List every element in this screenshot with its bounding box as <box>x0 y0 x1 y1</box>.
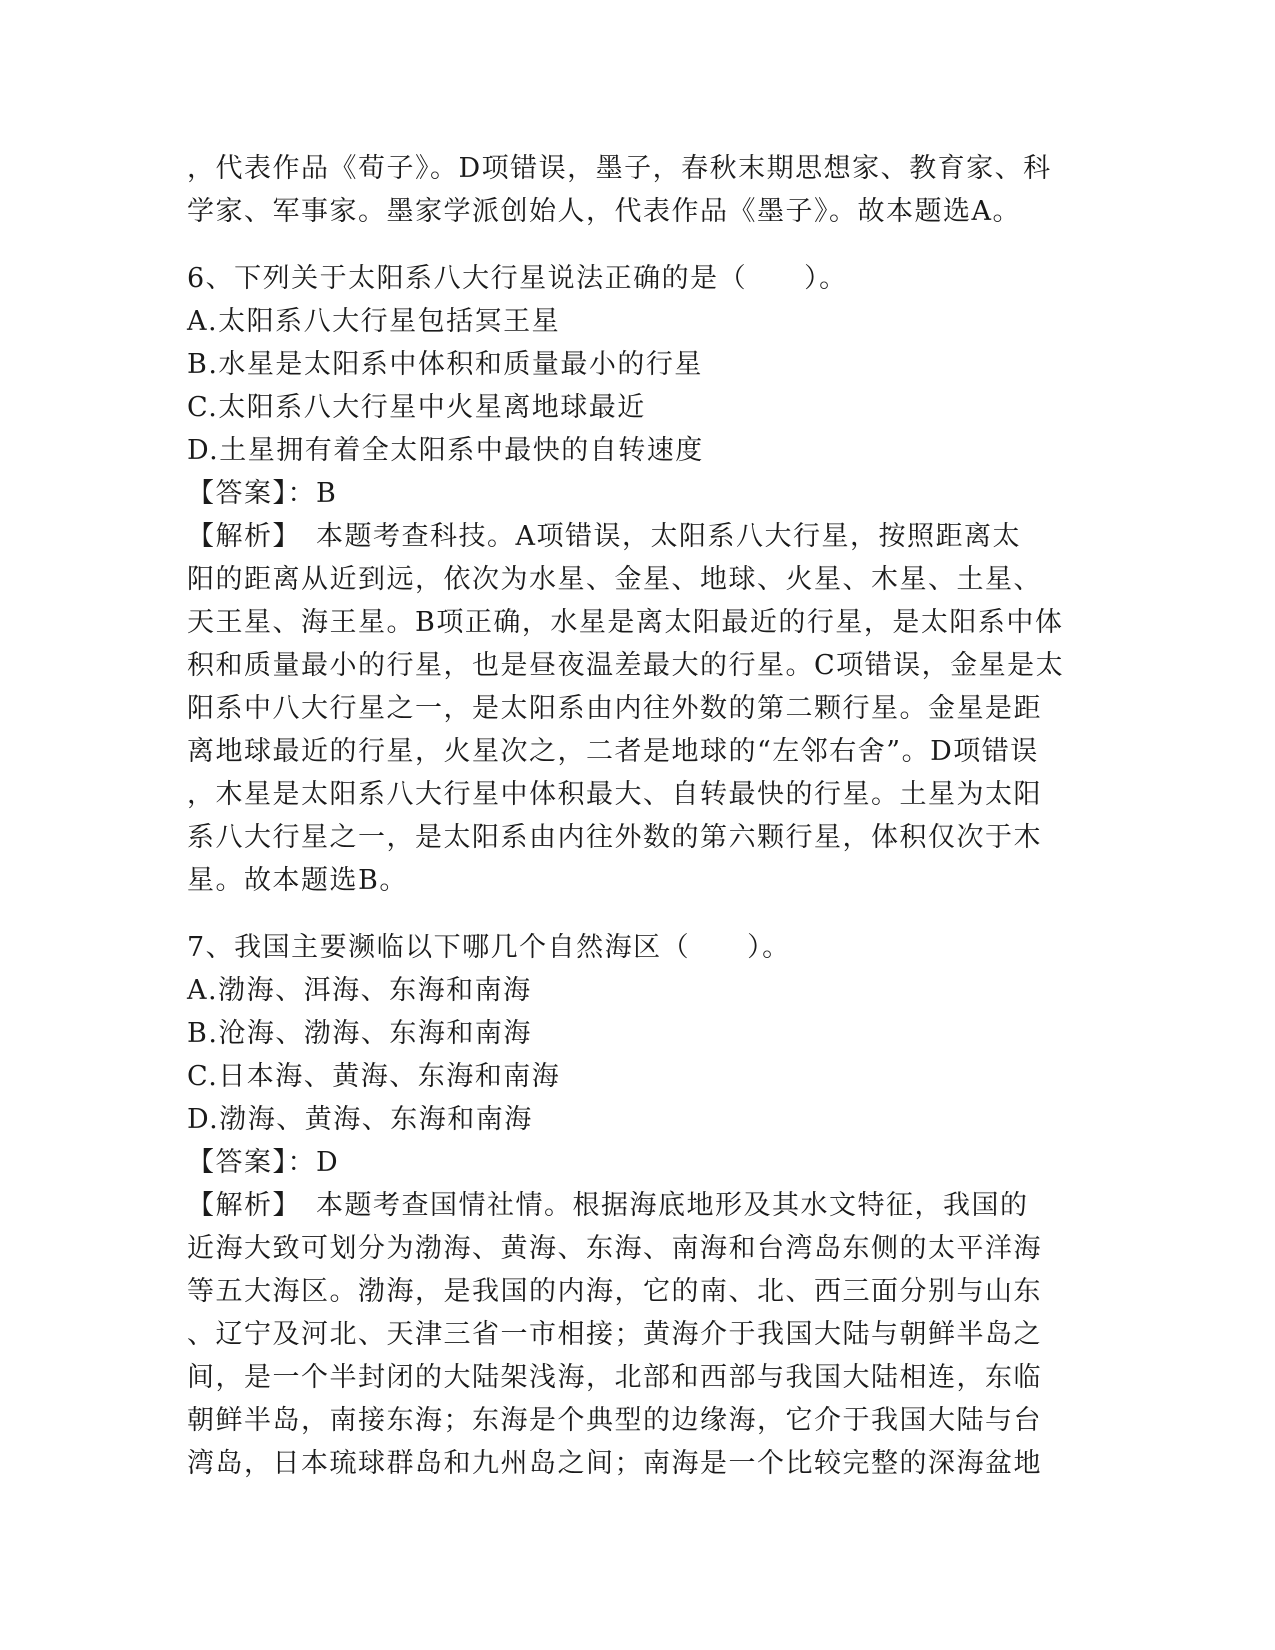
text-line: 湾岛，日本琉球群岛和九州岛之间；南海是一个比较完整的深海盆地 <box>187 1448 1042 1479</box>
question-6 <box>187 257 1087 902</box>
text-line: 间，是一个半封闭的大陆架浅海，北部和西部与我国大陆相连，东临 <box>187 1362 1042 1393</box>
question-stem: 7、我国主要濒临以下哪几个自然海区（ ）。 <box>187 932 791 963</box>
text-line: 近海大致可划分为渤海、黄海、东海、南海和台湾岛东侧的太平洋海 <box>187 1233 1042 1264</box>
text-line: 【解析】 本题考查国情社情。根据海底地形及其水文特征，我国的 <box>187 1190 1029 1221</box>
option-d: D.渤海、黄海、东海和南海 <box>187 1104 533 1135</box>
answer-line: 【答案】：B <box>187 478 338 509</box>
text-line: 星。故本题选B。 <box>187 865 408 896</box>
option-a: A.渤海、洱海、东海和南海 <box>187 975 532 1006</box>
text-line: 阳的距离从近到远，依次为水星、金星、地球、火星、木星、土星、 <box>187 564 1042 595</box>
text-line: 【解析】 本题考查科技。A项错误，太阳系八大行星，按照距离太 <box>187 521 1021 552</box>
option-b: B.沧海、渤海、东海和南海 <box>187 1018 532 1049</box>
document-page <box>187 147 1087 1485</box>
text-line: 积和质量最小的行星，也是昼夜温差最大的行星。C项错误，金星是太 <box>187 650 1065 681</box>
option-a: A.太阳系八大行星包括冥王星 <box>187 306 561 337</box>
answer-line: 【答案】：D <box>187 1147 340 1178</box>
question-7 <box>187 926 1087 1485</box>
text-line: 系八大行星之一，是太阳系由内往外数的第六颗行星，体积仅次于木 <box>187 822 1042 853</box>
option-c: C.日本海、黄海、东海和南海 <box>187 1061 561 1092</box>
text-line: 学家、军事家。墨家学派创始人，代表作品《墨子》。故本题选A。 <box>187 196 1021 227</box>
option-b: B.水星是太阳系中体积和质量最小的行星 <box>187 349 703 380</box>
text-line: ，代表作品《荀子》。D项错误，墨子，春秋末期思想家、教育家、科 <box>187 153 1052 184</box>
text-line: 等五大海区。渤海，是我国的内海，它的南、北、西三面分别与山东 <box>187 1276 1042 1307</box>
text-line: ，木星是太阳系八大行星中体积最大、自转最快的行星。土星为太阳 <box>187 779 1042 810</box>
text-line: 阳系中八大行星之一，是太阳系由内往外数的第二颗行星。金星是距 <box>187 693 1042 724</box>
previous-explanation <box>187 147 1087 233</box>
text-line: 朝鲜半岛，南接东海；东海是个典型的边缘海，它介于我国大陆与台 <box>187 1405 1042 1436</box>
explanation <box>187 1184 1087 1485</box>
text-line: 离地球最近的行星，火星次之，二者是地球的“左邻右舍”。D项错误 <box>187 736 1039 767</box>
question-stem: 6、下列关于太阳系八大行星说法正确的是（ ）。 <box>187 263 848 294</box>
text-line: 、辽宁及河北、天津三省一市相接；黄海介于我国大陆与朝鲜半岛之 <box>187 1319 1042 1350</box>
explanation <box>187 515 1087 902</box>
option-c: C.太阳系八大行星中火星离地球最近 <box>187 392 646 423</box>
option-d: D.土星拥有着全太阳系中最快的自转速度 <box>187 435 704 466</box>
text-line: 天王星、海王星。B项正确，水星是离太阳最近的行星，是太阳系中体 <box>187 607 1064 638</box>
